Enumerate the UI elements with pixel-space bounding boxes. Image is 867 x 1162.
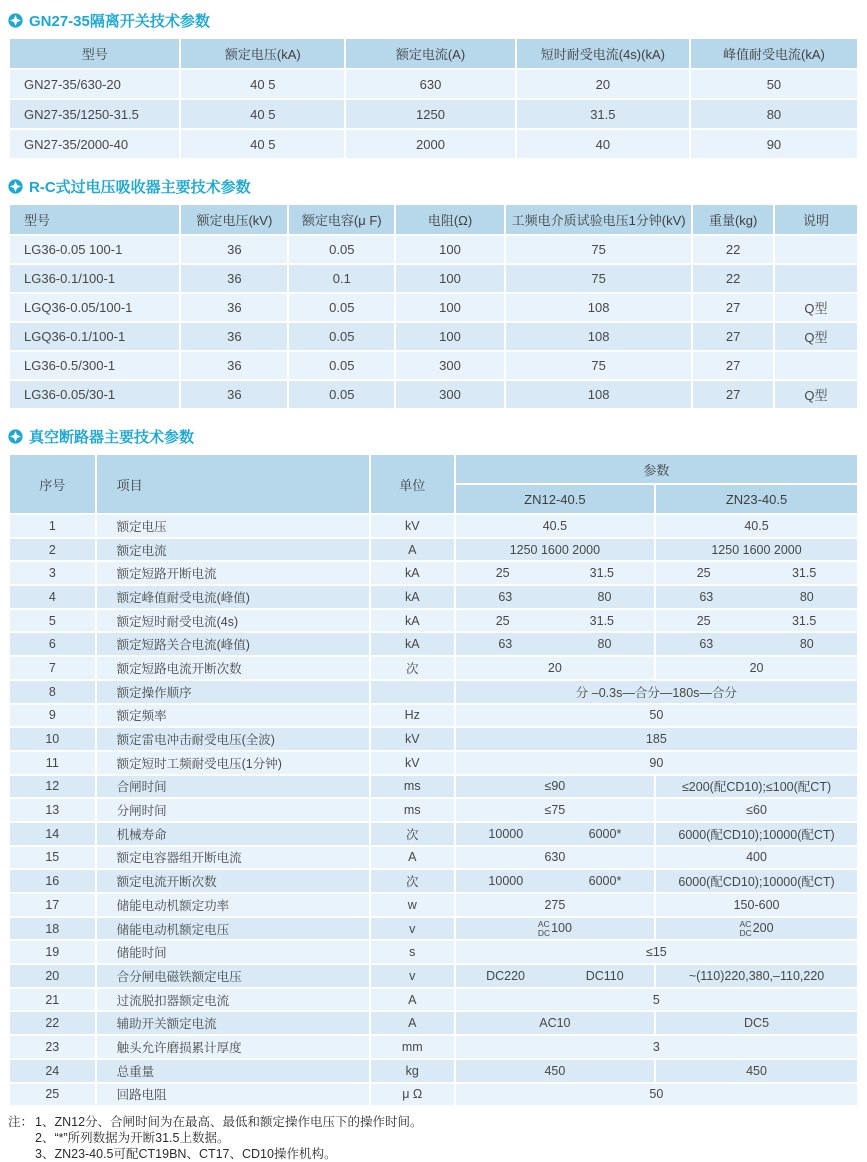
col-header-unit: 单位 [370, 454, 455, 514]
table-row [9, 751, 858, 775]
value-cell: 0.05 [288, 380, 395, 409]
seq-cell: 6 [9, 632, 96, 656]
seq-cell: 11 [9, 751, 96, 775]
col-header-model-zn23: ZN23-40.5 [655, 484, 858, 514]
param-value-cell: ≤200(配CD10);≤100(配CT) [655, 775, 858, 799]
param-value-cell [655, 632, 858, 656]
column-header: 重量(kg) [692, 204, 774, 235]
unit-cell: μ Ω [370, 1083, 455, 1107]
value-cell: 75 [505, 235, 693, 264]
seq-cell: 23 [9, 1035, 96, 1059]
model-cell: GN27-35/2000-40 [9, 129, 180, 159]
table-row [9, 846, 858, 870]
item-cell: 额定短路开断电流 [96, 561, 370, 585]
value-cell: 0.05 [288, 235, 395, 264]
value-cell: Q型 [774, 380, 858, 409]
param-value-cell: 185 [455, 727, 858, 751]
section-title-text: GN27-35隔离开关技术参数 [29, 12, 210, 30]
value-cell: 50 [690, 69, 858, 99]
item-cell: 额定频率 [96, 704, 370, 728]
item-cell: 总重量 [96, 1059, 370, 1083]
seq-cell: 21 [9, 988, 96, 1012]
unit-cell: 次 [370, 869, 455, 893]
table-row [9, 514, 858, 538]
unit-cell: w [370, 893, 455, 917]
param-sub-value: 80 [597, 589, 612, 604]
item-cell: 额定电流开断次数 [96, 869, 370, 893]
unit-cell: ms [370, 775, 455, 799]
footnote-prefix: 注： [8, 1115, 34, 1130]
item-cell: 额定电压 [96, 514, 370, 538]
param-value-cell [455, 964, 655, 988]
unit-cell: kV [370, 727, 455, 751]
value-cell: 27 [692, 380, 774, 409]
seq-cell: 1 [9, 514, 96, 538]
model-cell: LG36-0.5/300-1 [9, 351, 180, 380]
item-cell: 回路电阻 [96, 1083, 370, 1107]
value-cell: 108 [505, 293, 693, 322]
value-cell: 40 [516, 129, 690, 159]
rc-table-body [9, 235, 858, 409]
param-sub-value: 63 [699, 637, 714, 652]
value-cell: 100 [395, 293, 505, 322]
value-cell: 27 [692, 351, 774, 380]
col-header-model-zn12: ZN12-40.5 [455, 484, 655, 514]
value-cell: 36 [180, 380, 288, 409]
seq-cell: 19 [9, 940, 96, 964]
seq-cell: 16 [9, 869, 96, 893]
value-cell: 75 [505, 264, 693, 293]
value-cell: 36 [180, 264, 288, 293]
item-cell: 额定雷电冲击耐受电压(全波) [96, 727, 370, 751]
param-sub-value: 31.5 [589, 566, 615, 581]
footnote-line: 2、“*”所列数据为开断31.5上数据。 [35, 1131, 230, 1146]
param-sub-value: 25 [495, 566, 510, 581]
value-cell: 300 [395, 380, 505, 409]
column-header: 额定电容(μ F) [288, 204, 395, 235]
table-row [9, 964, 858, 988]
rc-table [8, 203, 859, 410]
table-row [9, 727, 858, 751]
seq-cell: 5 [9, 609, 96, 633]
table-row [9, 656, 858, 680]
param-value-cell: 5 [455, 988, 858, 1012]
unit-cell: ms [370, 798, 455, 822]
footnote-line: 1、ZN12分、合闸时间为在最高、最低和额定操作电压下的操作时间。 [35, 1115, 423, 1130]
item-cell: 分闸时间 [96, 798, 370, 822]
section-title-vcb [8, 426, 859, 446]
value-cell: 100 [395, 322, 505, 351]
seq-cell: 18 [9, 917, 96, 941]
param-sub-value: 25 [696, 566, 711, 581]
table-row [9, 1059, 858, 1083]
value-cell: 100 [395, 235, 505, 264]
param-value-cell [455, 609, 655, 633]
param-value-cell [455, 822, 655, 846]
seq-cell: 4 [9, 585, 96, 609]
item-cell: 合闸时间 [96, 775, 370, 799]
param-value-cell [655, 561, 858, 585]
param-value-cell: 6000(配CD10);10000(配CT) [655, 869, 858, 893]
param-value-cell: 90 [455, 751, 858, 775]
value-cell: 27 [692, 293, 774, 322]
seq-cell: 8 [9, 680, 96, 704]
item-cell: 额定短时耐受电流(4s) [96, 609, 370, 633]
param-sub-value: 80 [799, 637, 814, 652]
unit-cell: 次 [370, 656, 455, 680]
value-cell: 40 5 [180, 99, 345, 129]
param-sub-value: 63 [699, 589, 714, 604]
param-sub-value: 10000 [488, 874, 524, 889]
unit-cell: Hz [370, 704, 455, 728]
value-cell: 40 5 [180, 129, 345, 159]
item-cell: 过流脱扣器额定电流 [96, 988, 370, 1012]
column-header: 额定电压(kA) [180, 38, 345, 69]
table-row [9, 235, 858, 264]
param-value-cell [655, 585, 858, 609]
table-row [9, 988, 858, 1012]
table-row [9, 1011, 858, 1035]
table-row [9, 69, 858, 99]
table-row [9, 680, 858, 704]
table-row [9, 380, 858, 409]
seq-cell: 17 [9, 893, 96, 917]
param-sub-value: 63 [498, 637, 513, 652]
param-value-cell: 150-600 [655, 893, 858, 917]
value-cell: 630 [345, 69, 516, 99]
param-value-cell: ≤60 [655, 798, 858, 822]
seq-cell: 24 [9, 1059, 96, 1083]
param-value-cell [455, 585, 655, 609]
param-value-cell: 6000(配CD10);10000(配CT) [655, 822, 858, 846]
item-cell: 储能电动机额定功率 [96, 893, 370, 917]
seq-cell: 14 [9, 822, 96, 846]
column-header: 型号 [9, 204, 180, 235]
table-row [9, 775, 858, 799]
param-value-cell [455, 561, 655, 585]
value-cell: 0.1 [288, 264, 395, 293]
gn27-table-head [9, 38, 858, 69]
seq-cell: 10 [9, 727, 96, 751]
seq-cell: 22 [9, 1011, 96, 1035]
seq-cell: 3 [9, 561, 96, 585]
column-header: 说明 [774, 204, 858, 235]
col-header-params: 参数 [455, 454, 858, 484]
param-sub-value: 80 [597, 637, 612, 652]
star-badge-icon [8, 179, 23, 194]
value-cell [774, 351, 858, 380]
value-cell: 0.05 [288, 293, 395, 322]
unit-cell: s [370, 940, 455, 964]
section-title-text: R-C式过电压吸收器主要技术参数 [29, 178, 251, 196]
unit-cell: kA [370, 632, 455, 656]
param-value-cell: 400 [655, 846, 858, 870]
table-row [9, 585, 858, 609]
param-value-cell: ≤15 [455, 940, 858, 964]
value-cell: 90 [690, 129, 858, 159]
seq-cell: 12 [9, 775, 96, 799]
param-value-cell: 50 [455, 1083, 858, 1107]
item-cell: 储能电动机额定电压 [96, 917, 370, 941]
param-sub-value: 31.5 [589, 613, 615, 628]
star-badge-icon [8, 13, 23, 28]
param-value-cell [655, 609, 858, 633]
param-sub-value: 10000 [488, 826, 524, 841]
param-value-cell: 1250 1600 2000 [655, 538, 858, 562]
table-row [9, 940, 858, 964]
value-cell [774, 264, 858, 293]
seq-cell: 2 [9, 538, 96, 562]
seq-cell: 20 [9, 964, 96, 988]
column-header: 额定电压(kV) [180, 204, 288, 235]
param-value-cell: ≤90 [455, 775, 655, 799]
table-row [9, 869, 858, 893]
unit-cell: A [370, 538, 455, 562]
col-header-item: 项目 [96, 454, 370, 514]
param-value-cell [455, 869, 655, 893]
star-badge-icon [8, 429, 23, 444]
table-row [9, 264, 858, 293]
seq-cell: 13 [9, 798, 96, 822]
unit-cell: A [370, 1011, 455, 1035]
gn27-table [8, 37, 859, 160]
value-cell: 22 [692, 264, 774, 293]
param-value-cell: 1250 1600 2000 [455, 538, 655, 562]
item-cell: 额定电流 [96, 538, 370, 562]
value-cell: 75 [505, 351, 693, 380]
value-cell: 2000 [345, 129, 516, 159]
section-title-rc [8, 176, 859, 196]
param-value-cell: 20 [655, 656, 858, 680]
column-header: 额定电流(A) [345, 38, 516, 69]
table-row [9, 917, 858, 941]
param-sub-value: 80 [799, 589, 814, 604]
param-value-cell: ~(110)220,380,–110,220 [655, 964, 858, 988]
vcb-table [8, 453, 859, 1107]
table-row [9, 293, 858, 322]
table-row [9, 822, 858, 846]
value-cell: 1250 [345, 99, 516, 129]
section-title-text: 真空断路器主要技术参数 [29, 428, 195, 446]
unit-cell: kA [370, 561, 455, 585]
column-header: 电阻(Ω) [395, 204, 505, 235]
table-row [9, 1083, 858, 1107]
value-cell: 27 [692, 322, 774, 351]
footnotes [8, 1114, 859, 1162]
unit-cell: A [370, 988, 455, 1012]
table-row [9, 129, 858, 159]
unit-cell: v [370, 964, 455, 988]
unit-cell: v [370, 917, 455, 941]
param-value-cell: 20 [455, 656, 655, 680]
param-value-cell: AC DC 200 [655, 917, 858, 941]
value-cell: 22 [692, 235, 774, 264]
model-cell: GN27-35/630-20 [9, 69, 180, 99]
value-cell: 80 [690, 99, 858, 129]
item-cell: 触头允许磨损累计厚度 [96, 1035, 370, 1059]
param-sub-value: 25 [696, 613, 711, 628]
vcb-table-head [9, 454, 858, 514]
param-value-cell: DC5 [655, 1011, 858, 1035]
acdc-label: AC DC [537, 918, 551, 938]
item-cell: 合分闸电磁铁额定电压 [96, 964, 370, 988]
seq-cell: 15 [9, 846, 96, 870]
item-cell: 储能时间 [96, 940, 370, 964]
item-cell: 额定短时工频耐受电压(1分钟) [96, 751, 370, 775]
table-row [9, 351, 858, 380]
unit-cell: kA [370, 585, 455, 609]
param-sub-value: 31.5 [791, 566, 817, 581]
value-cell: 40 5 [180, 69, 345, 99]
unit-cell: 次 [370, 822, 455, 846]
table-row [9, 561, 858, 585]
rc-table-head [9, 204, 858, 235]
table-row [9, 322, 858, 351]
vcb-table-body [9, 514, 858, 1106]
value-cell: 0.05 [288, 351, 395, 380]
value-cell: 108 [505, 322, 693, 351]
model-cell: LGQ36-0.05/100-1 [9, 293, 180, 322]
unit-cell: kg [370, 1059, 455, 1083]
param-value-cell: 50 [455, 704, 858, 728]
table-row [9, 893, 858, 917]
unit-cell: kA [370, 609, 455, 633]
table-row [9, 632, 858, 656]
unit-cell: A [370, 846, 455, 870]
param-sub-value: 6000* [588, 826, 622, 841]
param-sub-value: 63 [498, 589, 513, 604]
value-cell: 108 [505, 380, 693, 409]
table-row [9, 704, 858, 728]
param-sub-value: 31.5 [791, 613, 817, 628]
param-value-cell: AC10 [455, 1011, 655, 1035]
footnote-line: 3、ZN23-40.5可配CT19BN、CT17、CD10操作机构。 [35, 1147, 337, 1162]
unit-cell: kV [370, 514, 455, 538]
column-header: 短时耐受电流(4s)(kA) [516, 38, 690, 69]
param-value-cell: AC DC 100 [455, 917, 655, 941]
param-value-cell [455, 632, 655, 656]
value-cell: 300 [395, 351, 505, 380]
value-cell: 31.5 [516, 99, 690, 129]
unit-cell: mm [370, 1035, 455, 1059]
param-value-cell: 40.5 [655, 514, 858, 538]
value-cell: 0.05 [288, 322, 395, 351]
seq-cell: 25 [9, 1083, 96, 1107]
seq-cell: 7 [9, 656, 96, 680]
column-header: 峰值耐受电流(kA) [690, 38, 858, 69]
item-cell: 额定短路关合电流(峰值) [96, 632, 370, 656]
model-cell: LGQ36-0.1/100-1 [9, 322, 180, 351]
param-sub-value: DC220 [486, 968, 525, 983]
value-cell: 36 [180, 293, 288, 322]
value-cell: 36 [180, 351, 288, 380]
seq-cell: 9 [9, 704, 96, 728]
value-cell: 100 [395, 264, 505, 293]
item-cell: 额定短路电流开断次数 [96, 656, 370, 680]
item-cell: 额定峰值耐受电流(峰值) [96, 585, 370, 609]
value-cell: 36 [180, 235, 288, 264]
value-cell: Q型 [774, 322, 858, 351]
value-cell [774, 235, 858, 264]
column-header: 型号 [9, 38, 180, 69]
param-value-cell: 3 [455, 1035, 858, 1059]
column-header: 工频电介质试验电压1分钟(kV) [505, 204, 693, 235]
param-sub-value: DC110 [585, 968, 624, 983]
param-value-cell: 分 –0.3s—合分—180s—合分 [455, 680, 858, 704]
model-cell: LG36-0.1/100-1 [9, 264, 180, 293]
item-cell: 额定操作顺序 [96, 680, 370, 704]
table-row [9, 99, 858, 129]
section-title-gn27 [8, 10, 859, 30]
value-cell: Q型 [774, 293, 858, 322]
model-cell: LG36-0.05 100-1 [9, 235, 180, 264]
table-row [9, 538, 858, 562]
item-cell: 额定电容器组开断电流 [96, 846, 370, 870]
param-value-cell: ≤75 [455, 798, 655, 822]
param-sub-value: 6000* [588, 874, 622, 889]
unit-cell: kV [370, 751, 455, 775]
param-value-cell: 630 [455, 846, 655, 870]
param-sub-value: 25 [495, 613, 510, 628]
item-cell: 机械寿命 [96, 822, 370, 846]
table-row [9, 1035, 858, 1059]
model-cell: GN27-35/1250-31.5 [9, 99, 180, 129]
gn27-table-body [9, 69, 858, 159]
param-value-cell: 450 [455, 1059, 655, 1083]
value-cell: 36 [180, 322, 288, 351]
table-row [9, 609, 858, 633]
value-cell: 20 [516, 69, 690, 99]
acdc-label: AC DC [739, 918, 752, 938]
table-row [9, 798, 858, 822]
item-cell: 辅助开关额定电流 [96, 1011, 370, 1035]
param-value-cell: 40.5 [455, 514, 655, 538]
param-value-cell: 450 [655, 1059, 858, 1083]
col-header-seq: 序号 [9, 454, 96, 514]
unit-cell [370, 680, 455, 704]
model-cell: LG36-0.05/30-1 [9, 380, 180, 409]
param-value-cell: 275 [455, 893, 655, 917]
